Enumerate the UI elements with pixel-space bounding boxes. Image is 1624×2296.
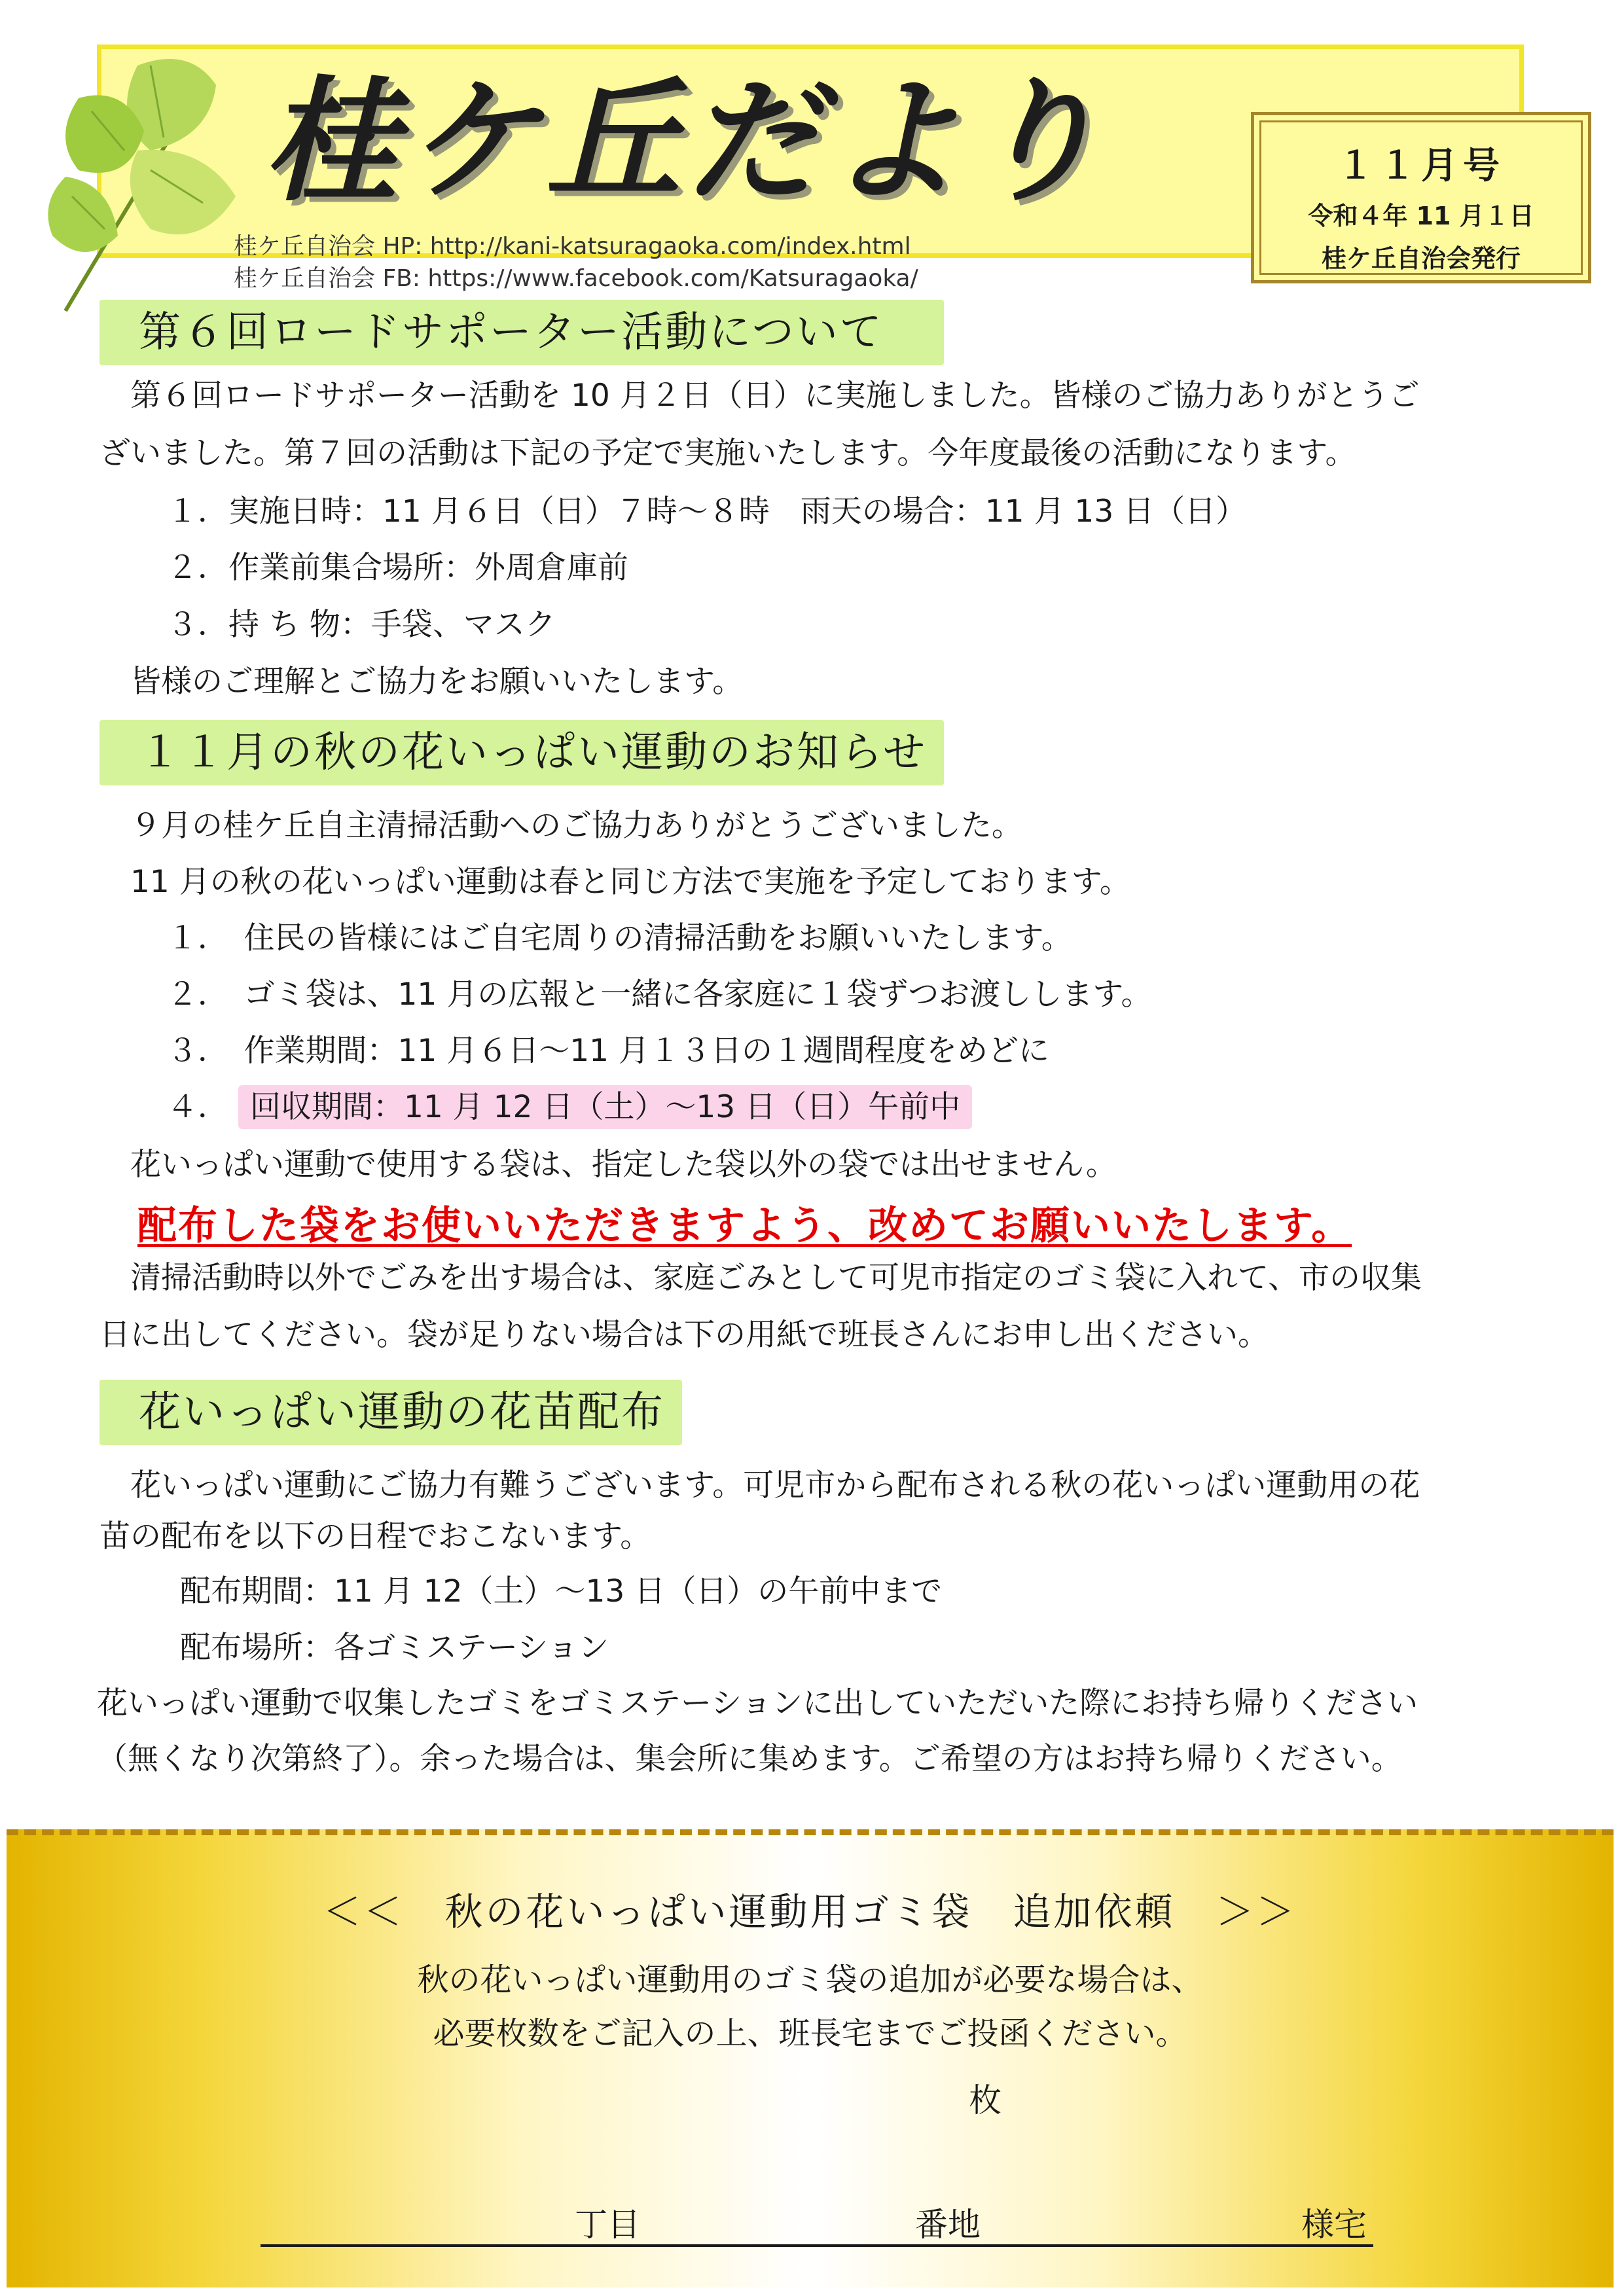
- paragraph: 清掃活動時以外でごみを出す場合は、家庭ごみとして可児市指定のゴミ袋に入れて、市の収集: [99, 1260, 1422, 1296]
- section-title-road-supporter: 第６回ロードサポーター活動について: [99, 300, 944, 365]
- newsletter-header: [97, 45, 1534, 292]
- banchi-label: 番地: [915, 2206, 981, 2244]
- paragraph: （無くなり次第終了）。余った場合は、集会所に集めます。ご希望の方はお持ち帰りください。: [97, 1741, 1402, 1777]
- publisher: 桂ケ丘自治会発行: [1321, 244, 1521, 273]
- paragraph: 日に出してください。袋が足りない場合は下の用紙で班長さんにお申し出ください。: [99, 1317, 1269, 1353]
- homepage-url[interactable]: 桂ケ丘自治会 HP: http://kani-katsuragaoka.com/index.html: [234, 233, 911, 260]
- section-title-flower-campaign: １１月の秋の花いっぱい運動のお知らせ: [99, 720, 944, 785]
- newsletter-title: 桂ケ丘だより: [264, 64, 1108, 220]
- paragraph: 花いっぱい運動で使用する袋は、指定した袋以外の袋では出せません。: [99, 1147, 1117, 1183]
- issue-number: １１月号: [1337, 145, 1505, 187]
- distribution-period: 配布期間：11 月 12（土）～13 日（日）の午前中まで: [180, 1573, 943, 1609]
- list-number: ４．: [167, 1089, 228, 1125]
- paragraph: 花いっぱい運動にご協力有難うございます。可児市から配布される秋の花いっぱい運動用の花: [99, 1467, 1420, 1503]
- list-item: ３．持 ち 物：手袋、マスク: [167, 607, 556, 643]
- request-line: 必要枚数をご記入の上、班長宅までご投函ください。: [433, 2015, 1187, 2052]
- request-title: ＜＜ 秋の花いっぱい運動用ゴミ袋 追加依頼 ＞＞: [323, 1890, 1297, 1934]
- distribution-place: 配布場所：各ゴミステーション: [180, 1630, 609, 1666]
- chome-label: 丁目: [575, 2206, 640, 2244]
- red-notice: 配布した袋をお使いいただきますよう、改めてお願いいたします。: [137, 1203, 1352, 1249]
- paragraph: 11 月の秋の花いっぱい運動は春と同じ方法で実施を予定しております。: [99, 864, 1130, 900]
- list-item: １．実施日時：11 月６日（日）７時～８時 雨天の場合：11 月 13 日（日）: [167, 493, 1247, 529]
- count-field[interactable]: 枚: [969, 2081, 1001, 2119]
- request-instructions: [7, 1953, 1614, 2060]
- list-item: １． 住民の皆様にはご自宅周りの清掃活動をお願いいたします。: [167, 920, 1072, 956]
- section-title-seedling-distribution: 花いっぱい運動の花苗配布: [99, 1380, 682, 1445]
- highlighted-collection-period: 回収期間：11 月 12 日（土）～13 日（日）午前中: [238, 1085, 972, 1129]
- list-item: ２．作業前集合場所：外周倉庫前: [167, 550, 628, 586]
- paragraph: ９月の桂ケ丘自主清掃活動へのご協力ありがとうございました。: [99, 808, 1022, 844]
- list-item: ２． ゴミ袋は、11 月の広報と一緒に各家庭に１袋ずつお渡しします。: [167, 977, 1152, 1013]
- leaf-icon: [39, 39, 255, 314]
- paragraph: 苗の配布を以下の日程でおこないます。: [99, 1518, 651, 1554]
- paragraph: ざいました。第７回の活動は下記の予定で実施いたします。今年度最後の活動になります。: [99, 435, 1356, 471]
- issue-date: 令和４年 11 月１日: [1308, 202, 1534, 230]
- list-item: ３． 作業期間：11 月６日～11 月１３日の１週間程度をめどに: [167, 1033, 1049, 1069]
- paragraph: 皆様のご理解とご協力をお願いいたします。: [99, 664, 744, 700]
- sama-label: 様宅: [1301, 2206, 1367, 2244]
- request-line: 秋の花いっぱい運動用のゴミ袋の追加が必要な場合は、: [417, 1962, 1203, 1998]
- facebook-url[interactable]: 桂ケ丘自治会 FB: https://www.facebook.com/Katsuragaoka/: [234, 265, 918, 292]
- list-item: [167, 1088, 972, 1127]
- paragraph: 第６回ロードサポーター活動を 10 月２日（日）に実施しました。皆様のご協力ありがとうご: [99, 378, 1420, 414]
- bag-request-form: [7, 1829, 1614, 2287]
- paragraph: 花いっぱい運動で収集したゴミをゴミステーションに出していただいた際にお持ち帰りください: [97, 1685, 1418, 1721]
- issue-box: [1251, 112, 1591, 283]
- address-field[interactable]: [261, 2198, 1373, 2247]
